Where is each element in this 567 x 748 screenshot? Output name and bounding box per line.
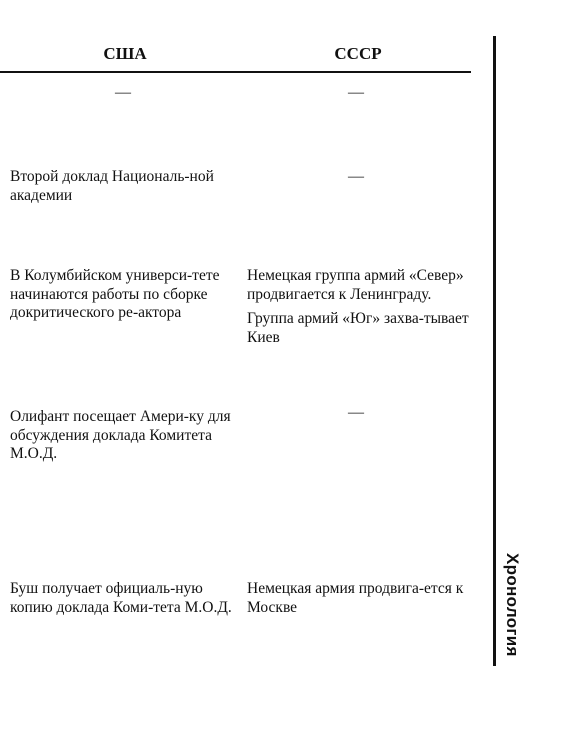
row-3-ussr-paragraph-1: Немецкая группа армий «Север» продвигается к Ленинграду. [247, 267, 464, 303]
column-header-ussr: СССР [334, 44, 382, 63]
row-2-usa-text: Второй доклад Националь-ной академии [10, 168, 214, 204]
column-header-usa: США [103, 44, 147, 63]
side-title: Хронология [503, 553, 522, 657]
row-4-ussr-dash: — [348, 404, 364, 421]
side-rule [493, 36, 496, 666]
row-3-ussr-paragraph-2: Группа армий «Юг» захва-тывает Киев [247, 310, 469, 346]
row-5-usa-text: Буш получает официаль-ную копию доклада Коми-тета М.О.Д. [10, 580, 232, 616]
header-rule [0, 71, 471, 73]
row-1-usa-dash: — [115, 84, 131, 101]
row-3-ussr-cell [247, 267, 469, 347]
row-3-usa-text: В Колумбийском универси-тете начинаются работы по сборке докритического ре-актора [10, 267, 220, 321]
row-2-ussr-dash: — [348, 168, 364, 185]
row-1-ussr-dash: — [348, 84, 364, 101]
row-5-ussr-text: Немецкая армия продвига-ется к Москве [247, 580, 464, 616]
row-4-usa-text: Олифант посещает Амери-ку для обсуждения доклада Комитета М.О.Д. [10, 408, 231, 462]
